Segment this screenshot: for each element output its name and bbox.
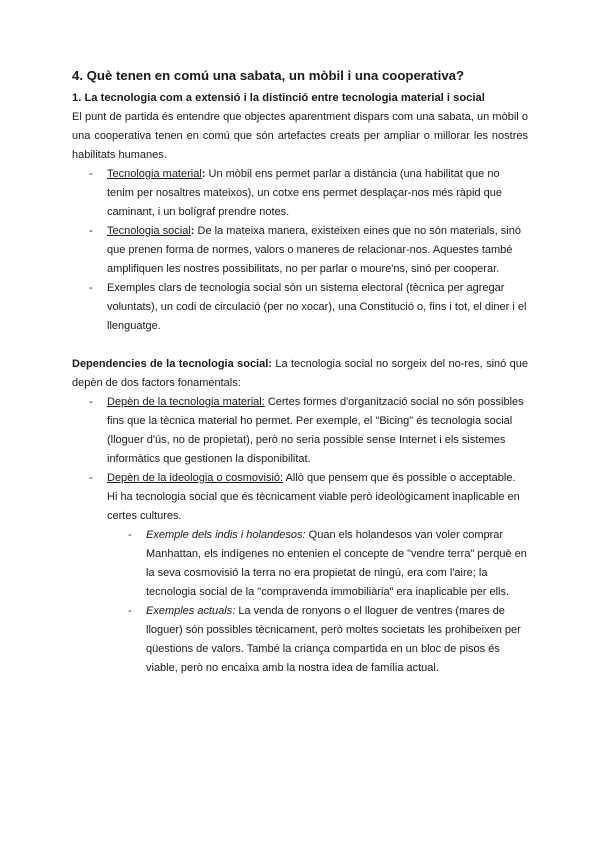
bullet-dash: -	[128, 529, 132, 541]
list-item-material	[72, 165, 528, 222]
section2-intro: La tecnologia social no sorgeix del no-res, sinó que depèn de dos factors fonamentals:	[72, 358, 529, 389]
section2-list	[72, 393, 528, 526]
item-text: Exemples clars de tecnologia social són un sistema electoral (tècnica per agregar voluntats), un codi de circulació (per no xocar), una Constitució o, fins i tot, el diner i el llenguatge.	[107, 282, 527, 332]
list-item-exemples	[72, 279, 528, 336]
item-text: Allò que pensem que és possible o acceptable. Hi ha tecnologia social que és tècnicament viable però ideològicament inaplicable en certes cultures.	[107, 472, 520, 522]
document-page	[72, 66, 528, 678]
sublist-item-indis	[72, 526, 528, 602]
term-depen-ideologia: Depèn de la ideologia o cosmovisió:	[107, 472, 284, 484]
term-tecnologia-material: Tecnologia material	[107, 168, 202, 180]
page-title: 4. Què tenen en comú una sabata, un mòbil i una cooperativa?	[72, 68, 465, 83]
section1-intro: El punt de partida és entendre que objectes aparentment dispars com una sabata, un mòbil o una cooperativa tenen en comú que són artefactes creats per ampliar o millorar les nostres habilitats humanes.	[72, 111, 528, 161]
item-text: Un mòbil ens permet parlar a distància (una habilitat que no tenim per nosaltres mateixos), un cotxe ens permet desplaçar-nos més ràpid que caminant, i un bolígraf prendre notes.	[107, 168, 502, 218]
section2-sublist	[72, 526, 528, 678]
term-exemple-indis: Exemple dels indis i holandesos:	[146, 529, 306, 541]
bullet-dash: -	[89, 225, 93, 237]
item-text: De la mateixa manera, existeixen eines que no són materials, sinó que prenen forma de normes, valors o maneres de relacionar-nos. Aquestes també amplifiquen les nostres possibilitats, no per parlar o moure'ns, sinó per cooperar.	[107, 225, 521, 275]
bullet-dash: -	[89, 168, 93, 180]
bullet-dash: -	[89, 472, 93, 484]
bullet-dash: -	[128, 605, 132, 617]
item-text: Quan els holandesos van voler comprar Manhattan, els indígenes no entenien el concepte de "vendre terra" perquè en la seva cosmovisió la terra no era propietat de ningú, era com l'aire; la tecnologia social de la "compravenda immobiliària" era inaplicable per ells.	[146, 529, 527, 598]
list-item-depen-material	[72, 393, 528, 469]
term-colon: :	[190, 225, 195, 237]
term-tecnologia-social: Tecnologia social	[107, 225, 191, 237]
spacer	[72, 336, 528, 355]
item-text: La venda de ronyons o el lloguer de ventres (mares de lloguer) són possibles tècnicament, però moltes societats les prohibeixen per qüestions de valors. També la criança compartida en un bloc de pisos és viable, però no encaixa amb la nostra idea de família actual.	[146, 605, 521, 674]
item-text: Certes formes d'organització social no són possibles fins que la tècnica material ho permet. Per exemple, el "Bicing" és tecnologia social (lloguer d'ús, no de propietat), però no seria possible sense Internet i els sistemes informàtics que gestionen la disponibilitat.	[107, 396, 524, 465]
section1-list	[72, 165, 528, 336]
section2-heading: Dependencies de la tecnologia social:	[72, 358, 272, 370]
sublist-item-actuals	[72, 602, 528, 678]
list-item-depen-ideologia	[72, 469, 528, 526]
term-depen-material: Depèn de la tecnologia material:	[107, 396, 265, 408]
section2-intro-paragraph	[72, 355, 528, 393]
term-exemples-actuals: Exemples actuals:	[146, 605, 236, 617]
section1-heading: 1. La tecnologia com a extensió i la distinció entre tecnologia material i social	[72, 92, 485, 104]
bullet-dash: -	[89, 396, 93, 408]
term-colon: :	[201, 168, 206, 180]
list-item-social	[72, 222, 528, 279]
bullet-dash: -	[89, 282, 93, 294]
